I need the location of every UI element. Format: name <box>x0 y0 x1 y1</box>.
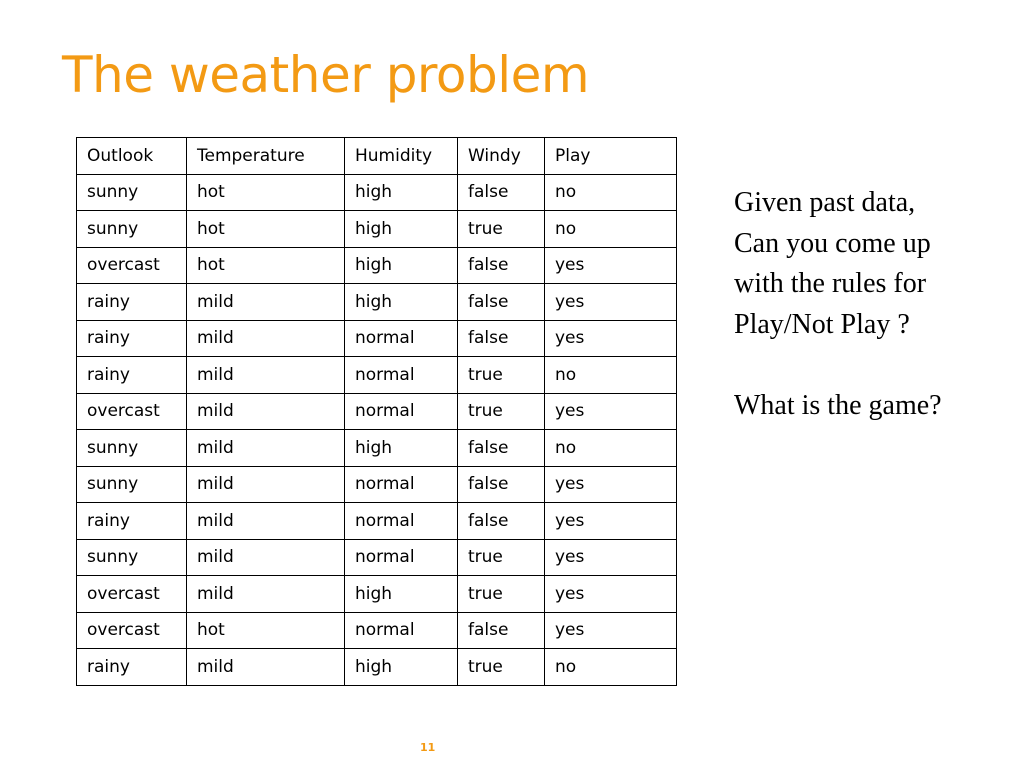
table-cell-play: no <box>545 649 677 686</box>
table-cell-outlook: overcast <box>77 576 187 613</box>
table-cell-outlook: rainy <box>77 649 187 686</box>
table-row <box>77 393 677 430</box>
table-cell-windy: false <box>458 320 545 357</box>
table-cell-temperature: mild <box>187 649 345 686</box>
weather-table <box>76 137 677 686</box>
table-cell-windy: false <box>458 284 545 321</box>
table-row <box>77 612 677 649</box>
table-cell-humidity: normal <box>345 393 458 430</box>
table-cell-humidity: normal <box>345 357 458 394</box>
table-cell-play: yes <box>545 320 677 357</box>
table-cell-windy: true <box>458 649 545 686</box>
slide-title: The weather problem <box>62 46 590 104</box>
table-cell-windy: false <box>458 247 545 284</box>
table-body <box>77 174 677 685</box>
table-cell-outlook: rainy <box>77 503 187 540</box>
column-header-outlook: Outlook <box>77 138 187 175</box>
page-number: 11 <box>420 741 436 754</box>
table-cell-outlook: rainy <box>77 357 187 394</box>
column-header-temperature: Temperature <box>187 138 345 175</box>
table-cell-humidity: high <box>345 174 458 211</box>
table-cell-play: no <box>545 211 677 248</box>
table-cell-windy: false <box>458 466 545 503</box>
table-cell-play: yes <box>545 503 677 540</box>
table-cell-humidity: normal <box>345 466 458 503</box>
table-cell-humidity: normal <box>345 503 458 540</box>
paragraph-spacer <box>734 345 1019 386</box>
question-line: with the rules for <box>734 268 927 299</box>
table-cell-temperature: mild <box>187 539 345 576</box>
table-cell-windy: false <box>458 430 545 467</box>
table-cell-temperature: hot <box>187 211 345 248</box>
table-cell-outlook: rainy <box>77 320 187 357</box>
table-row <box>77 247 677 284</box>
table-row <box>77 357 677 394</box>
table-cell-temperature: mild <box>187 393 345 430</box>
table-cell-play: no <box>545 357 677 394</box>
table-cell-play: yes <box>545 466 677 503</box>
table-cell-temperature: mild <box>187 320 345 357</box>
table-cell-outlook: sunny <box>77 430 187 467</box>
column-header-windy: Windy <box>458 138 545 175</box>
table-cell-humidity: high <box>345 284 458 321</box>
table-cell-windy: false <box>458 503 545 540</box>
question-line: Play/Not Play ? <box>734 308 910 340</box>
side-question-text <box>734 183 1019 426</box>
table-cell-temperature: mild <box>187 357 345 394</box>
table-row <box>77 649 677 686</box>
table-cell-windy: false <box>458 612 545 649</box>
table-cell-temperature: hot <box>187 612 345 649</box>
table-cell-outlook: overcast <box>77 247 187 284</box>
question-line: Can you come up <box>734 227 931 259</box>
table-cell-temperature: mild <box>187 430 345 467</box>
table-cell-temperature: mild <box>187 466 345 503</box>
table-cell-temperature: hot <box>187 174 345 211</box>
table-row <box>77 320 677 357</box>
table-cell-humidity: high <box>345 211 458 248</box>
question-line: Given past data, <box>734 187 916 218</box>
table-row <box>77 466 677 503</box>
table-cell-outlook: overcast <box>77 612 187 649</box>
table-row <box>77 576 677 613</box>
table-cell-play: yes <box>545 576 677 613</box>
table-cell-temperature: mild <box>187 284 345 321</box>
table-cell-windy: true <box>458 393 545 430</box>
column-header-humidity: Humidity <box>345 138 458 175</box>
table-cell-windy: true <box>458 357 545 394</box>
table-cell-outlook: sunny <box>77 174 187 211</box>
table-cell-outlook: sunny <box>77 466 187 503</box>
table-cell-windy: true <box>458 576 545 613</box>
weather-table-container <box>76 137 677 686</box>
table-row <box>77 430 677 467</box>
table-cell-outlook: overcast <box>77 393 187 430</box>
table-cell-windy: true <box>458 539 545 576</box>
table-cell-play: yes <box>545 612 677 649</box>
table-cell-play: yes <box>545 247 677 284</box>
table-cell-temperature: mild <box>187 503 345 540</box>
table-row <box>77 539 677 576</box>
table-cell-humidity: normal <box>345 539 458 576</box>
table-row <box>77 174 677 211</box>
table-cell-outlook: rainy <box>77 284 187 321</box>
table-cell-play: no <box>545 430 677 467</box>
table-cell-humidity: normal <box>345 320 458 357</box>
table-cell-humidity: high <box>345 576 458 613</box>
table-cell-play: no <box>545 174 677 211</box>
table-cell-temperature: mild <box>187 576 345 613</box>
table-cell-humidity: high <box>345 247 458 284</box>
table-header-row <box>77 138 677 175</box>
table-row <box>77 503 677 540</box>
table-cell-play: yes <box>545 284 677 321</box>
table-cell-play: yes <box>545 393 677 430</box>
table-cell-outlook: sunny <box>77 539 187 576</box>
column-header-play: Play <box>545 138 677 175</box>
table-row <box>77 284 677 321</box>
table-cell-humidity: high <box>345 430 458 467</box>
table-cell-temperature: hot <box>187 247 345 284</box>
table-cell-outlook: sunny <box>77 211 187 248</box>
question-line: What is the game? <box>734 389 942 421</box>
table-cell-windy: false <box>458 174 545 211</box>
table-cell-humidity: normal <box>345 612 458 649</box>
table-cell-windy: true <box>458 211 545 248</box>
table-row <box>77 211 677 248</box>
table-cell-humidity: high <box>345 649 458 686</box>
table-cell-play: yes <box>545 539 677 576</box>
